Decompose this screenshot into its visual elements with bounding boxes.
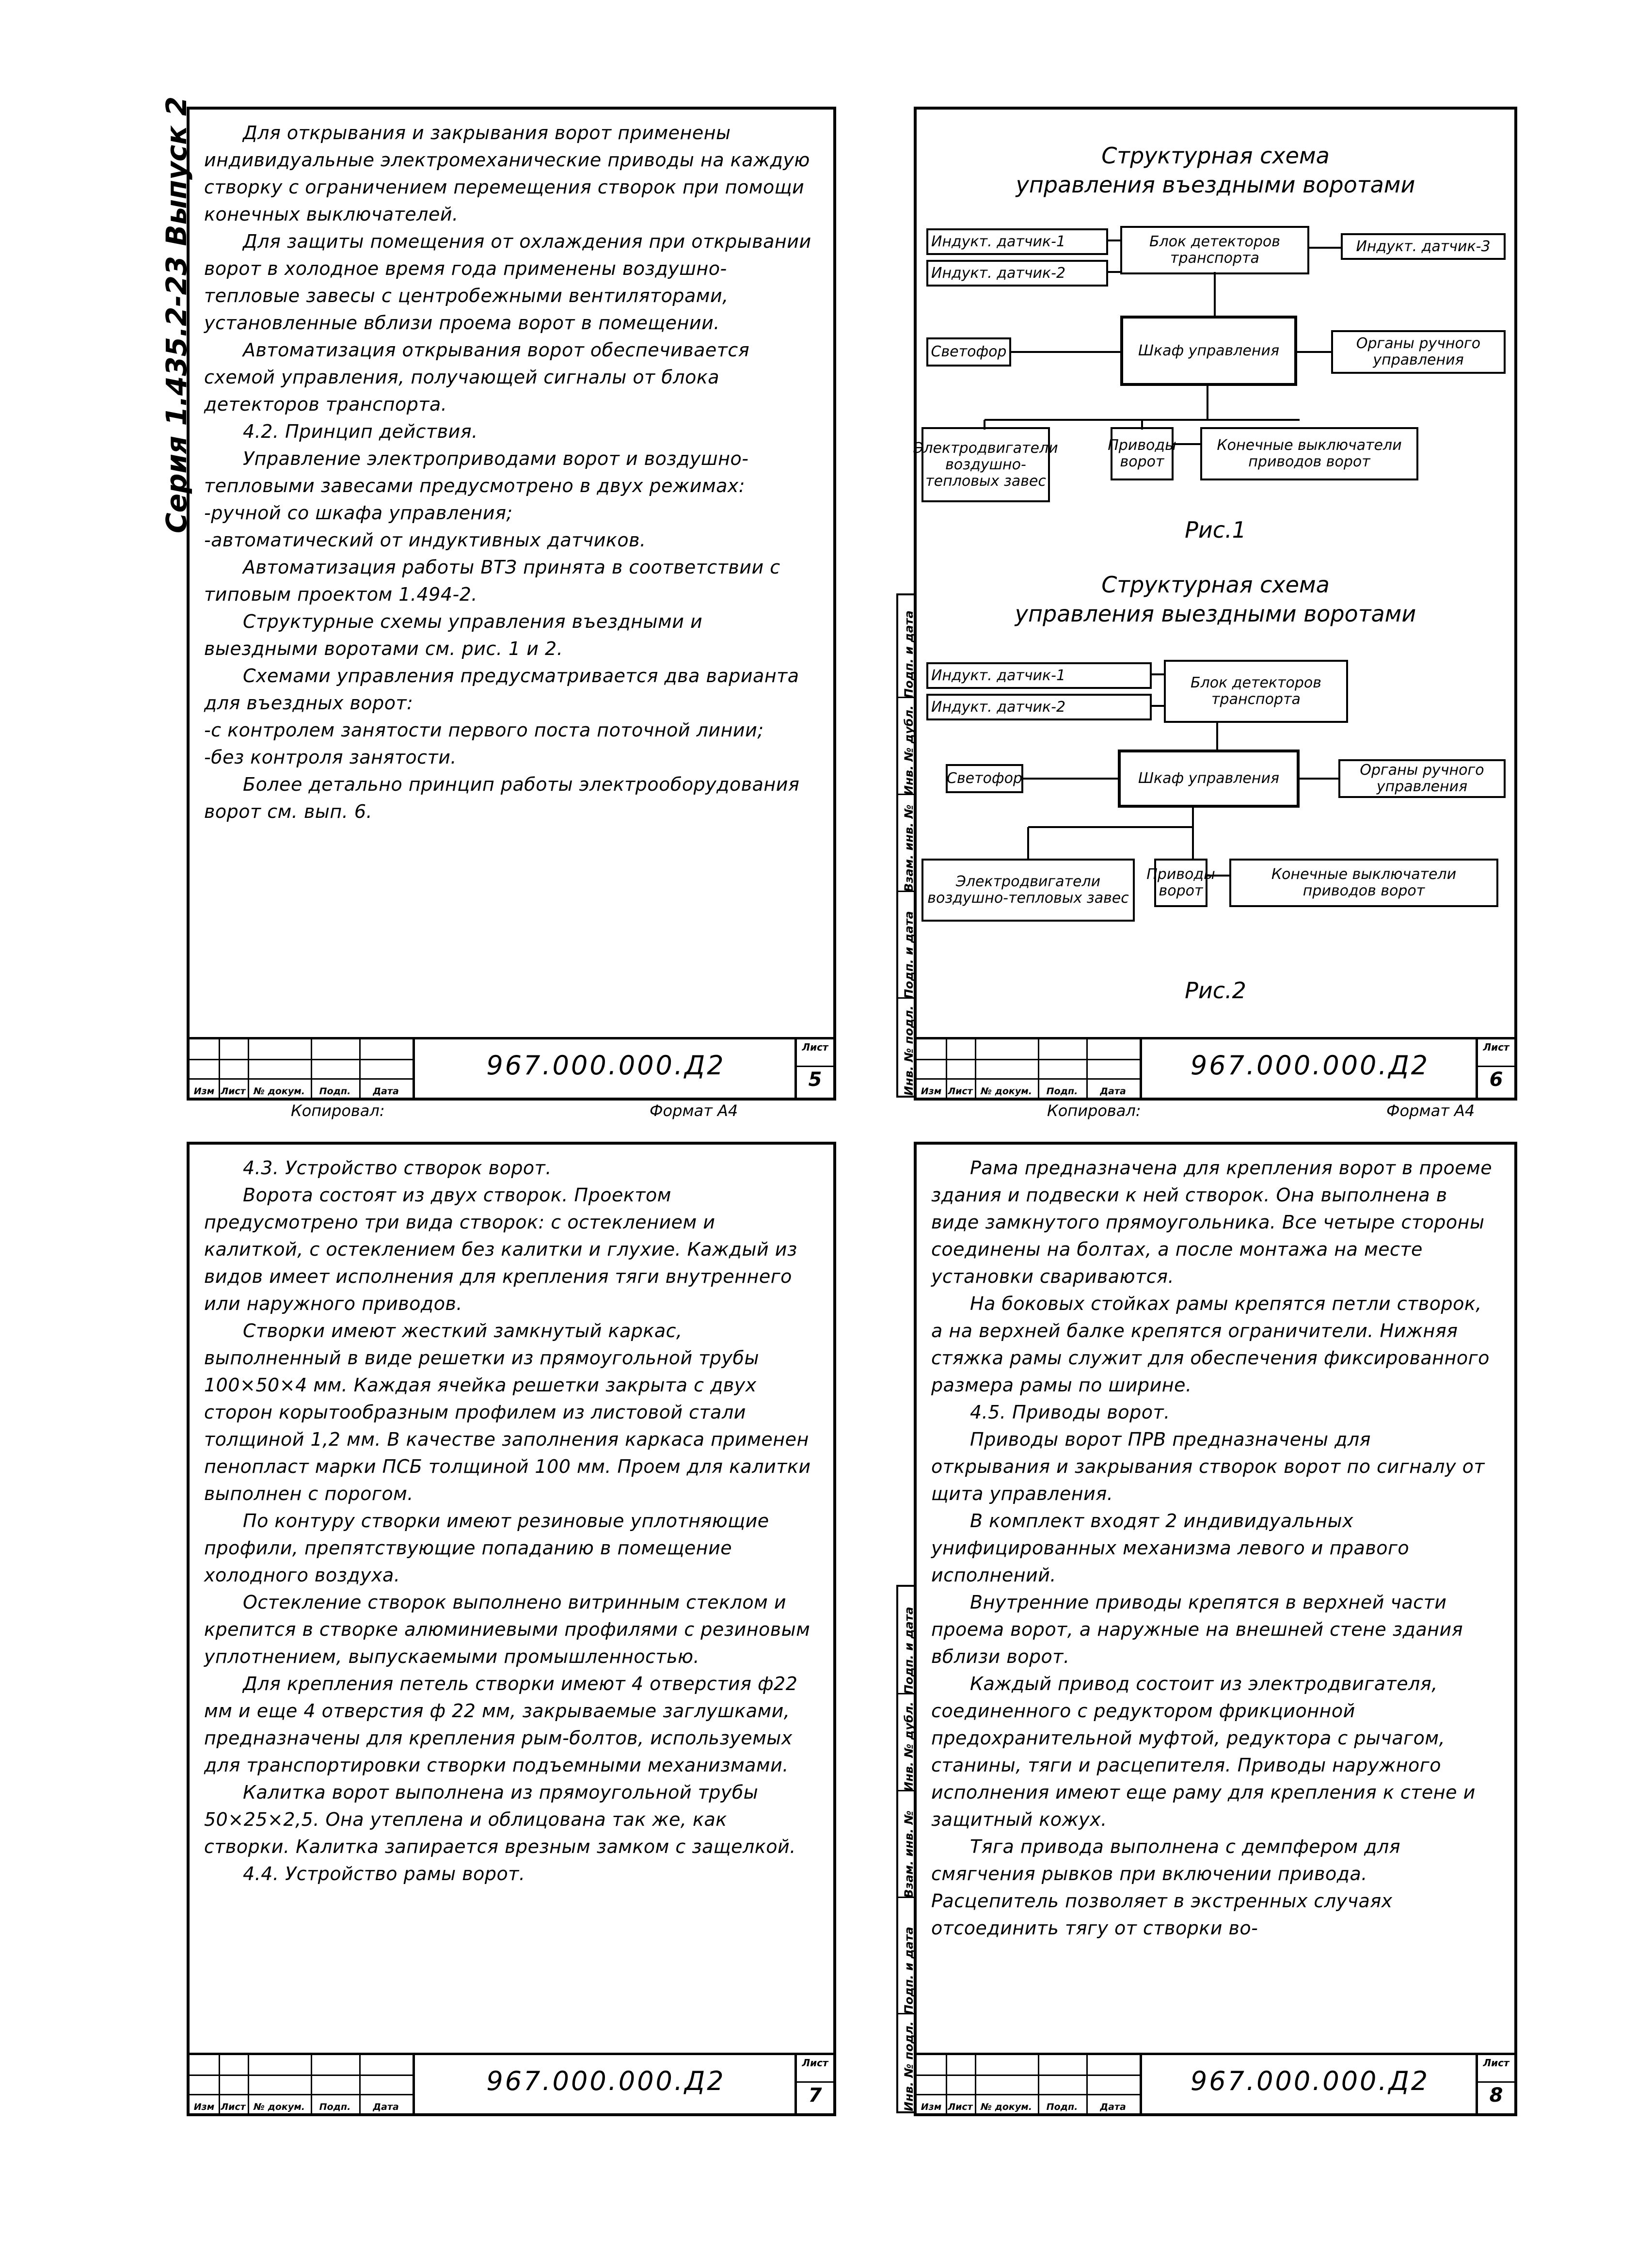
format-label: Формат А4 xyxy=(650,1101,738,1120)
sheet-label: Лист xyxy=(1478,2057,1514,2083)
detectors-block-box: Блок детекторов транспорта xyxy=(1120,226,1309,274)
copied-label: Копировал: xyxy=(291,1101,385,1120)
fig1-caption: Рис.1 xyxy=(1185,517,1246,543)
stamp-col-label: Изм xyxy=(193,1086,215,1097)
list-item: -без контроля занятости. xyxy=(204,747,457,768)
sheet-number: 7 xyxy=(808,2084,822,2106)
paragraph: Остекление створок выполнено витринным стеклом и крепится в створке алюминиевыми профилями с резиновым уплотнением, выпускаемыми промышленностью. xyxy=(204,1592,810,1667)
format-label: Формат А4 xyxy=(1386,1101,1475,1120)
paragraph: Внутренние приводы крепятся в верхней части проема ворот, а наружные на внешней стене здания вблизи ворот. xyxy=(931,1592,1463,1667)
list-item: -автоматический от индуктивных датчиков. xyxy=(204,529,646,551)
drives-box: Приводы ворот xyxy=(1111,427,1174,480)
sheet-number-box xyxy=(1476,2055,1514,2113)
traffic-light-box: Светофор xyxy=(946,764,1023,793)
fig1-subtitle: управления въездными воротами xyxy=(1016,172,1415,198)
sheet-5-text xyxy=(204,119,814,825)
control-cabinet-box: Шкаф управления xyxy=(1118,750,1300,808)
sheet-6 xyxy=(902,107,1517,1101)
stamp-col-label: Лист xyxy=(221,1086,246,1097)
strip-label: Инв. № подл. xyxy=(902,2021,916,2111)
paragraph: Схемами управления предусматривается два варианта для въездных ворот: xyxy=(204,665,799,714)
motors-box: Электродвигатели воздушно-тепловых завес xyxy=(921,427,1050,502)
motors-box: Электродвигатели воздушно-тепловых завес xyxy=(921,859,1135,922)
sheet-7 xyxy=(187,1142,836,2116)
fig2-subtitle: управления выездными воротами xyxy=(1015,601,1416,627)
paragraph: Калитка ворот выполнена из прямоугольной трубы 50×25×2,5. Она утеплена и облицована так же, как створки. Калитка запирается врезным замком с защелкой. xyxy=(204,1782,796,1857)
sheet-number: 6 xyxy=(1489,1069,1503,1091)
strip-label: Взам. инв. № xyxy=(902,1810,916,1898)
drives-box: Приводы ворот xyxy=(1154,859,1207,907)
stamp-col-label: Подп. xyxy=(319,1086,351,1097)
strip-label: Взам. инв. № xyxy=(902,804,916,892)
sheet-5 xyxy=(187,107,836,1101)
stamp-grid xyxy=(190,2055,415,2113)
title-block xyxy=(917,1037,1514,1098)
fig2-title: Структурная схема xyxy=(1101,572,1330,598)
paragraph: По контуру створки имеют резиновые уплотняющие профили, препятствующие попаданию в помещение холодного воздуха. xyxy=(204,1510,769,1586)
paragraph: Каждый привод состоит из электродвигателя, соединенного с редуктором фрикционной предохранительной муфтой, редуктора с рычагом, станины, тяги и расцепителя. Приводы наружного исполнения имеют еще раму для крепления к стене и защитный кожух. xyxy=(931,1673,1476,1830)
control-cabinet-box: Шкаф управления xyxy=(1120,316,1297,386)
copied-label: Копировал: xyxy=(1047,1101,1141,1120)
stamp-col-label: № докум. xyxy=(254,1086,305,1097)
section-heading: 4.4. Устройство рамы ворот. xyxy=(243,1863,525,1884)
stamp-col-label: Подп. xyxy=(1046,2102,1078,2112)
list-item: -с контролем занятости первого поста поточной линии; xyxy=(204,719,764,741)
traffic-light-box: Светофор xyxy=(926,337,1011,367)
sheet-8 xyxy=(902,1142,1517,2116)
stamp-col-label: Дата xyxy=(1100,2102,1126,2112)
paragraph: Тяга привода выполнена с демпфером для смягчения рывков при включении привода. Расцепитель позволяет в экстренных случаях отсоединить тягу от створки во- xyxy=(931,1836,1401,1939)
paragraph: Более детально принцип работы электрооборудования ворот см. вып. 6. xyxy=(204,774,800,822)
sensor-1-box: Индукт. датчик-1 xyxy=(926,228,1108,255)
sheet-number-box xyxy=(794,1039,833,1098)
paragraph: Автоматизация работы ВТЗ принята в соответствии с типовым проектом 1.494-2. xyxy=(204,557,780,605)
section-heading: 4.3. Устройство створок ворот. xyxy=(243,1157,552,1179)
strip-label: Инв. № дубл. xyxy=(902,705,916,795)
sheet-number-box xyxy=(794,2055,833,2113)
paragraph: Структурные схемы управления въездными и выездными воротами см. рис. 1 и 2. xyxy=(204,611,703,659)
strip-label: Подп. и дата xyxy=(902,610,916,698)
sensor-2-box: Индукт. датчик-2 xyxy=(926,694,1152,720)
strip-label: Подп. и дата xyxy=(902,1607,916,1694)
sensor-1-box: Индукт. датчик-1 xyxy=(926,662,1152,689)
stamp-grid xyxy=(917,1039,1142,1098)
paragraph: Автоматизация открывания ворот обеспечивается схемой управления, получающей сигналы от блока детекторов транспорта. xyxy=(204,339,750,415)
approval-strip xyxy=(896,593,916,1098)
section-heading: 4.2. Принцип действия. xyxy=(243,421,478,442)
stamp-col-label: Подп. xyxy=(319,2102,351,2112)
sheet-label: Лист xyxy=(1478,1041,1514,1067)
stamp-col-label: Дата xyxy=(373,1086,399,1097)
sensor-2-box: Индукт. датчик-2 xyxy=(926,260,1108,287)
title-block xyxy=(190,2053,833,2113)
document-code: 967.000.000.Д2 xyxy=(1190,1050,1430,1081)
list-item: -ручной со шкафа управления; xyxy=(204,502,513,524)
stamp-col-label: Лист xyxy=(948,1086,973,1097)
limit-switches-box: Конечные выключатели приводов ворот xyxy=(1229,859,1498,907)
stamp-col-label: № докум. xyxy=(981,1086,1032,1097)
sheet-number: 8 xyxy=(1489,2084,1503,2106)
sheet-label: Лист xyxy=(797,1041,833,1067)
stamp-col-label: Дата xyxy=(373,2102,399,2112)
paragraph: Для крепления петель створки имеют 4 отверстия ф22 мм и еще 4 отверстия ф 22 мм, закрываемые заглушками, предназначены для крепления рым-болтов, используемых для транспортировки створки подъемными механизмами. xyxy=(204,1673,798,1776)
document-code: 967.000.000.Д2 xyxy=(486,1050,726,1081)
stamp-col-label: Изм xyxy=(193,2102,215,2112)
strip-label: Инв. № подл. xyxy=(902,1005,916,1096)
sheet-number: 5 xyxy=(808,1069,822,1091)
sheet-7-text xyxy=(204,1154,814,1887)
approval-strip xyxy=(896,1585,916,2113)
sheet-label: Лист xyxy=(797,2057,833,2083)
paragraph: Для открывания и закрывания ворот применены индивидуальные электромеханические приводы на каждую створку с ограничением перемещения створок при помощи конечных выключателей. xyxy=(204,122,810,225)
section-heading: 4.5. Приводы ворот. xyxy=(970,1402,1170,1423)
paragraph: В комплект входят 2 индивидуальных унифицированных механизма левого и правого исполнений. xyxy=(931,1510,1410,1586)
stamp-col-label: Подп. xyxy=(1046,1086,1078,1097)
manual-controls-box: Органы ручного управления xyxy=(1338,759,1506,798)
stamp-col-label: № докум. xyxy=(254,2102,305,2112)
stamp-grid xyxy=(190,1039,415,1098)
paragraph: Ворота состоят из двух створок. Проектом предусмотрено три вида створок: с остеклением и калиткой, с остеклением без калитки и глухие. Каждый из видов имеет исполнения для крепления тяги внутреннего или наружного приводов. xyxy=(204,1184,797,1314)
sensor-3-box: Индукт. датчик-3 xyxy=(1341,233,1506,260)
document-code: 967.000.000.Д2 xyxy=(1190,2066,1430,2096)
stamp-col-label: Изм xyxy=(921,1086,942,1097)
fig1-title: Структурная схема xyxy=(1101,143,1330,169)
paragraph: На боковых стойках рамы крепятся петли створок, а на верхней балке крепятся ограничители. Нижняя стяжка рамы служит для обеспечения фиксированного размера рамы по ширине. xyxy=(931,1293,1490,1396)
limit-switches-box: Конечные выключатели приводов ворот xyxy=(1200,427,1418,480)
sheet-8-text xyxy=(931,1154,1495,1942)
paragraph: Рама предназначена для крепления ворот в проеме здания и подвески к ней створок. Она выполнена в виде замкнутого прямоугольника. Все четыре стороны соединены на болтах, а после монтажа на месте установки свариваются. xyxy=(931,1157,1493,1287)
sheet-number-box xyxy=(1476,1039,1514,1098)
manual-controls-box: Органы ручного управления xyxy=(1331,330,1506,374)
title-block xyxy=(190,1037,833,1098)
strip-label: Подп. и дата xyxy=(902,911,916,999)
series-label: Серия 1.435.2-23 Выпуск 2 xyxy=(160,96,193,533)
stamp-col-label: Дата xyxy=(1100,1086,1126,1097)
strip-label: Подп. и дата xyxy=(902,1927,916,2014)
stamp-grid xyxy=(917,2055,1142,2113)
paragraph: Управление электроприводами ворот и воздушно-тепловыми завесами предусмотрено в двух режимах: xyxy=(204,448,749,496)
paragraph: Створки имеют жесткий замкнутый каркас, выполненный в виде решетки из прямоугольной трубы 100×50×4 мм. Каждая ячейка решетки закрыта с двух сторон корытообразным профилем из листовой стали толщиной 1,2 мм. В качестве заполнения каркаса применен пенопласт марки ПСБ толщиной 100 мм. Проем для калитки выполнен с порогом. xyxy=(204,1320,811,1504)
stamp-col-label: Изм xyxy=(921,2102,942,2112)
detectors-block-box: Блок детекторов транспорта xyxy=(1164,660,1348,723)
document-code: 967.000.000.Д2 xyxy=(486,2066,726,2096)
title-block xyxy=(917,2053,1514,2113)
paragraph: Для защиты помещения от охлаждения при открывании ворот в холодное время года применены воздушно-тепловые завесы с центробежными вентиляторами, установленные вблизи проема ворот в помещении. xyxy=(204,231,811,334)
strip-label: Инв. № дубл. xyxy=(902,1701,916,1791)
fig2-caption: Рис.2 xyxy=(1185,977,1246,1004)
stamp-col-label: Лист xyxy=(221,2102,246,2112)
stamp-col-label: Лист xyxy=(948,2102,973,2112)
paragraph: Приводы ворот ПРВ предназначены для открывания и закрывания створок ворот по сигналу от щита управления. xyxy=(931,1429,1485,1504)
stamp-col-label: № докум. xyxy=(981,2102,1032,2112)
